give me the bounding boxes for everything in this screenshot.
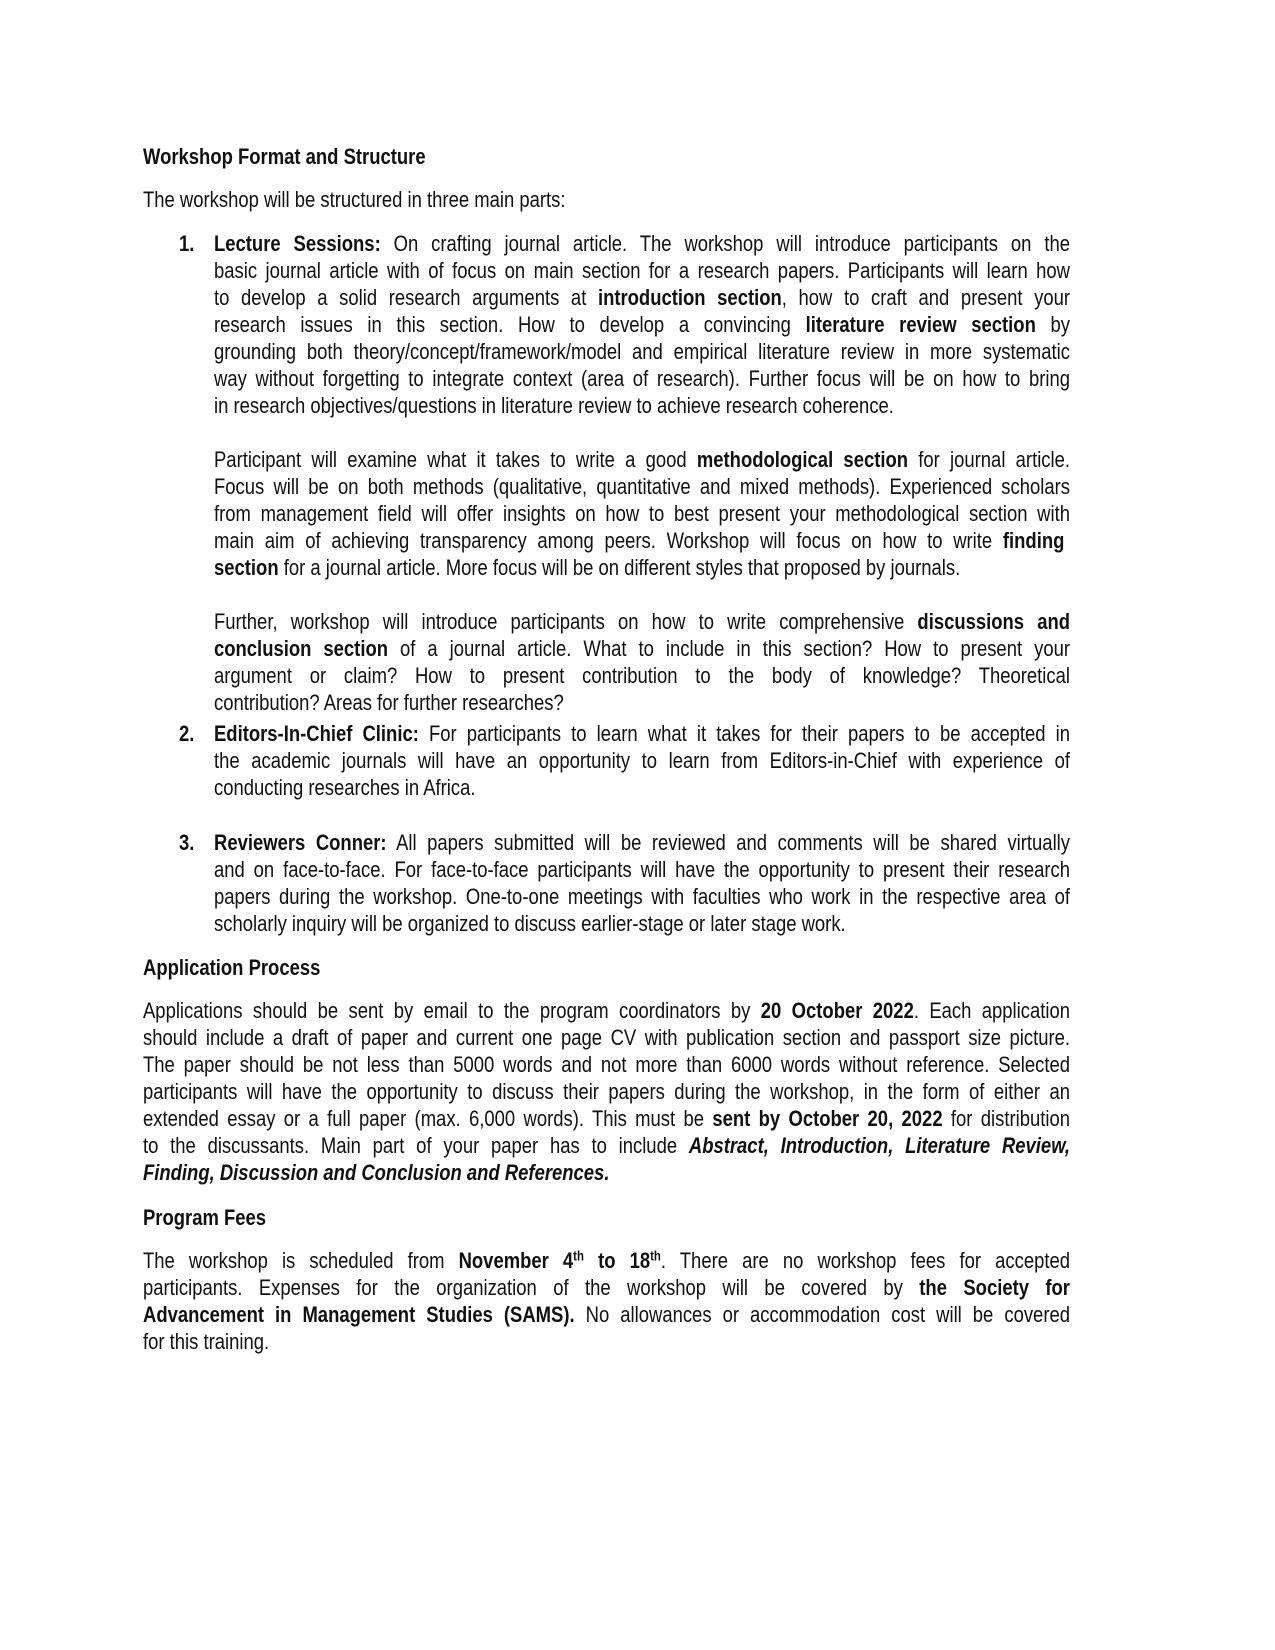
text-line: Further, workshop will introduce participants on how to write comprehensive discussions and <box>214 609 1070 634</box>
heading-program-fees: Program Fees <box>143 1205 267 1230</box>
text-line: participants will have the opportunity to discuss their papers during the workshop, in the form of either an <box>143 1079 1070 1104</box>
text-line: argument or claim? How to present contribution to the body of knowledge? Theoretical <box>214 663 1070 688</box>
text-line: extended essay or a full paper (max. 6,000 words). This must be sent by October 20, 2022 for distribution <box>143 1106 1070 1131</box>
format-intro: The workshop will be structured in three main parts: <box>143 187 566 212</box>
fees-line-2: participants. Expenses for the organization of the workshop will be covered by the Society for <box>143 1275 1070 1300</box>
heading-application-process: Application Process <box>143 955 321 980</box>
text-line: should include a draft of paper and current one page CV with publication section and passport size picture. <box>143 1025 1070 1050</box>
text-line: conducting researches in Africa. <box>214 775 476 800</box>
text-line: conclusion section of a journal article. What to include in this section? How to present your <box>214 636 1070 661</box>
text-line: Focus will be on both methods (qualitative, quantitative and mixed methods). Experienced scholars <box>214 474 1070 499</box>
text-line: research issues in this section. How to develop a convincing literature review section by <box>214 312 1070 337</box>
workshop-dates: November 4th to 18th <box>458 1247 661 1273</box>
text-line: papers during the workshop. One-to-one meetings with faculties who work in the respective area of <box>214 884 1070 909</box>
text-line: scholarly inquiry will be organized to discuss earlier-stage or later stage work. <box>214 911 846 936</box>
fees-line-4: for this training. <box>143 1329 270 1354</box>
text-line: Applications should be sent by email to the program coordinators by 20 October 2022. Each application <box>143 998 1070 1023</box>
fees-line-3: Advancement in Management Studies (SAMS). No allowances or accommodation cost will be covered <box>143 1302 1070 1327</box>
text-line: to develop a solid research arguments at introduction section, how to craft and present your <box>214 285 1070 310</box>
text-line: Lecture Sessions: On crafting journal article. The workshop will introduce participants on the <box>214 231 1070 256</box>
text-line: The paper should be not less than 5000 words and not more than 6000 words without reference. Selected <box>143 1052 1070 1077</box>
text-line: contribution? Areas for further researches? <box>214 690 564 715</box>
text-line: from management field will offer insights on how to best present your methodological section with <box>214 501 1070 526</box>
text-line: in research objectives/questions in literature review to achieve research coherence. <box>214 393 894 418</box>
sponsor-name: Advancement in Management Studies (SAMS). <box>143 1302 575 1327</box>
text-line: Reviewers Conner: All papers submitted will be reviewed and comments will be shared virtually <box>214 830 1070 855</box>
text-line: Participant will examine what it takes to write a good methodological section for journal article. <box>214 447 1070 472</box>
text-line: basic journal article with of focus on main section for a research papers. Participants will learn how <box>214 258 1070 283</box>
text-line: way without forgetting to integrate context (area of research). Further focus will be on how to bring <box>214 366 1070 391</box>
text-line: and on face-to-face. For face-to-face participants will have the opportunity to present their research <box>214 857 1070 882</box>
text-line: Editors-In-Chief Clinic: For participants to learn what it takes for their papers to be accepted in <box>214 721 1071 746</box>
list-number-3: 3. <box>179 830 195 855</box>
list-number-1: 1. <box>179 231 195 256</box>
text-line: grounding both theory/concept/framework/model and empirical literature review in more systematic <box>214 339 1070 364</box>
fees-line-1: The workshop is scheduled from November 4th to 18th. There are no workshop fees for accepted <box>143 1247 1070 1273</box>
list-number-2: 2. <box>179 721 195 746</box>
text-line: Finding, Discussion and Conclusion and References. <box>143 1160 610 1185</box>
text-line: main aim of achieving transparency among peers. Workshop will focus on how to write finding <box>214 528 1065 553</box>
text-line: to the discussants. Main part of your paper has to include Abstract, Introduction, Literature Review, <box>143 1133 1070 1158</box>
heading-workshop-format: Workshop Format and Structure <box>143 144 426 169</box>
text-line: the academic journals will have an opportunity to learn from Editors-in-Chief with experience of <box>214 748 1070 773</box>
text-line: section for a journal article. More focus will be on different styles that proposed by journals. <box>214 555 961 580</box>
